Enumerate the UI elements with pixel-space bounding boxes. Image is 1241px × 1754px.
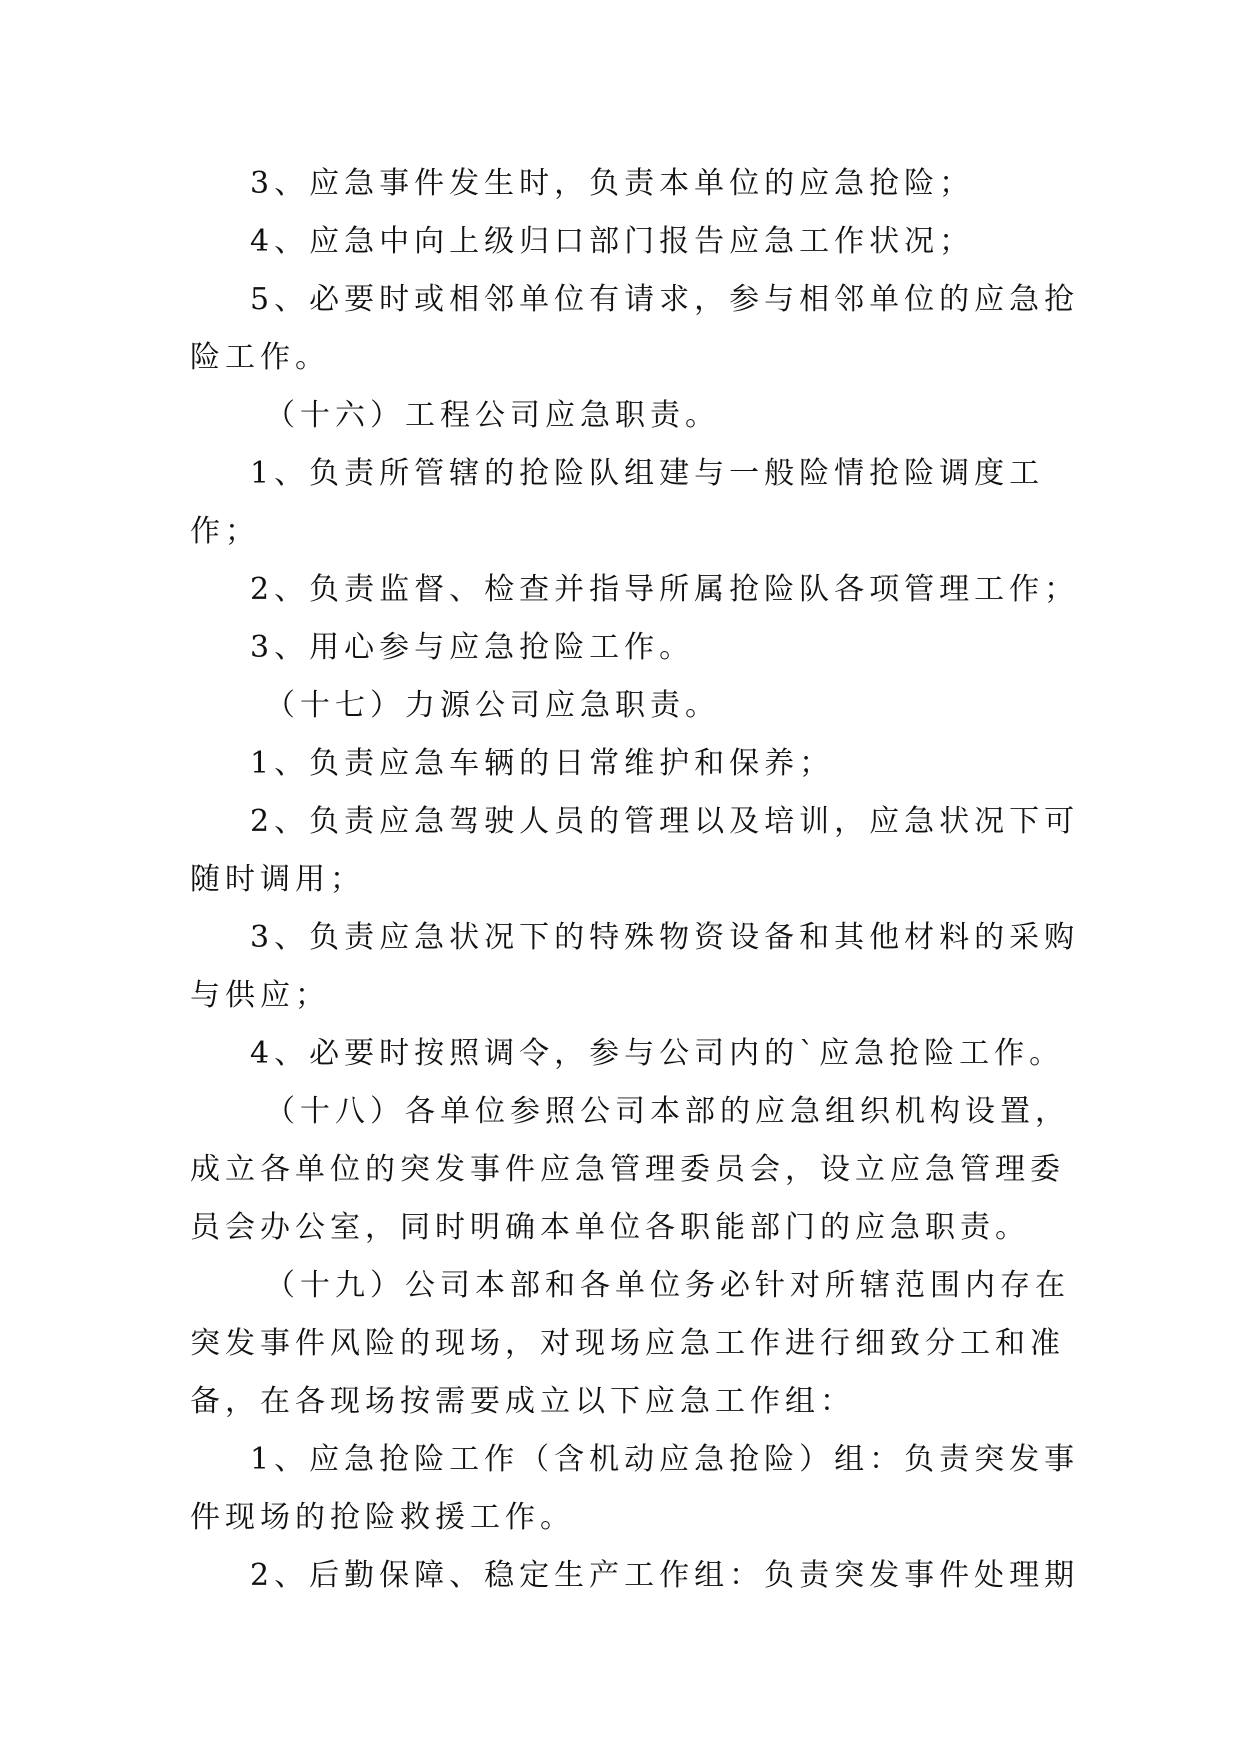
paragraph: 2、负责监督、检查并指导所属抢险队各项管理工作； — [250, 572, 1080, 607]
paragraph: 5、必要时或相邻单位有请求，参与相邻单位的应急抢险工作。 — [190, 282, 1080, 375]
paragraph: 2、负责应急驾驶人员的管理以及培训，应急状况下可随时调用； — [190, 804, 1080, 897]
section-paragraph: （十八）各单位参照公司本部的应急组织机构设置，成立各单位的突发事件应急管理委员会，设立应急管理委员会办公室，同时明确本单位各职能部门的应急职责。 — [190, 1094, 1070, 1245]
document-body — [190, 155, 1080, 1605]
section-heading: （十七）力源公司应急职责。 — [265, 688, 720, 723]
paragraph: 2、后勤保障、稳定生产工作组：负责突发事件处理期 — [250, 1558, 1080, 1593]
paragraph: 4、必要时按照调令，参与公司内的`应急抢险工作。 — [250, 1036, 1065, 1071]
paragraph: 4、应急中向上级归口部门报告应急工作状况； — [250, 224, 975, 259]
paragraph: 3、负责应急状况下的特殊物资设备和其他材料的采购与供应； — [190, 920, 1080, 1013]
paragraph: 3、应急事件发生时，负责本单位的应急抢险； — [250, 166, 975, 201]
paragraph: 1、负责应急车辆的日常维护和保养； — [250, 746, 835, 781]
paragraph: 1、应急抢险工作（含机动应急抢险）组：负责突发事件现场的抢险救援工作。 — [190, 1442, 1080, 1535]
paragraph: 3、用心参与应急抢险工作。 — [250, 630, 695, 665]
section-heading: （十六）工程公司应急职责。 — [265, 398, 720, 433]
section-paragraph: （十九）公司本部和各单位务必针对所辖范围内存在突发事件风险的现场，对现场应急工作进行细致分工和准备，在各现场按需要成立以下应急工作组： — [190, 1268, 1070, 1419]
paragraph: 1、负责所管辖的抢险队组建与一般险情抢险调度工作； — [190, 456, 1045, 549]
